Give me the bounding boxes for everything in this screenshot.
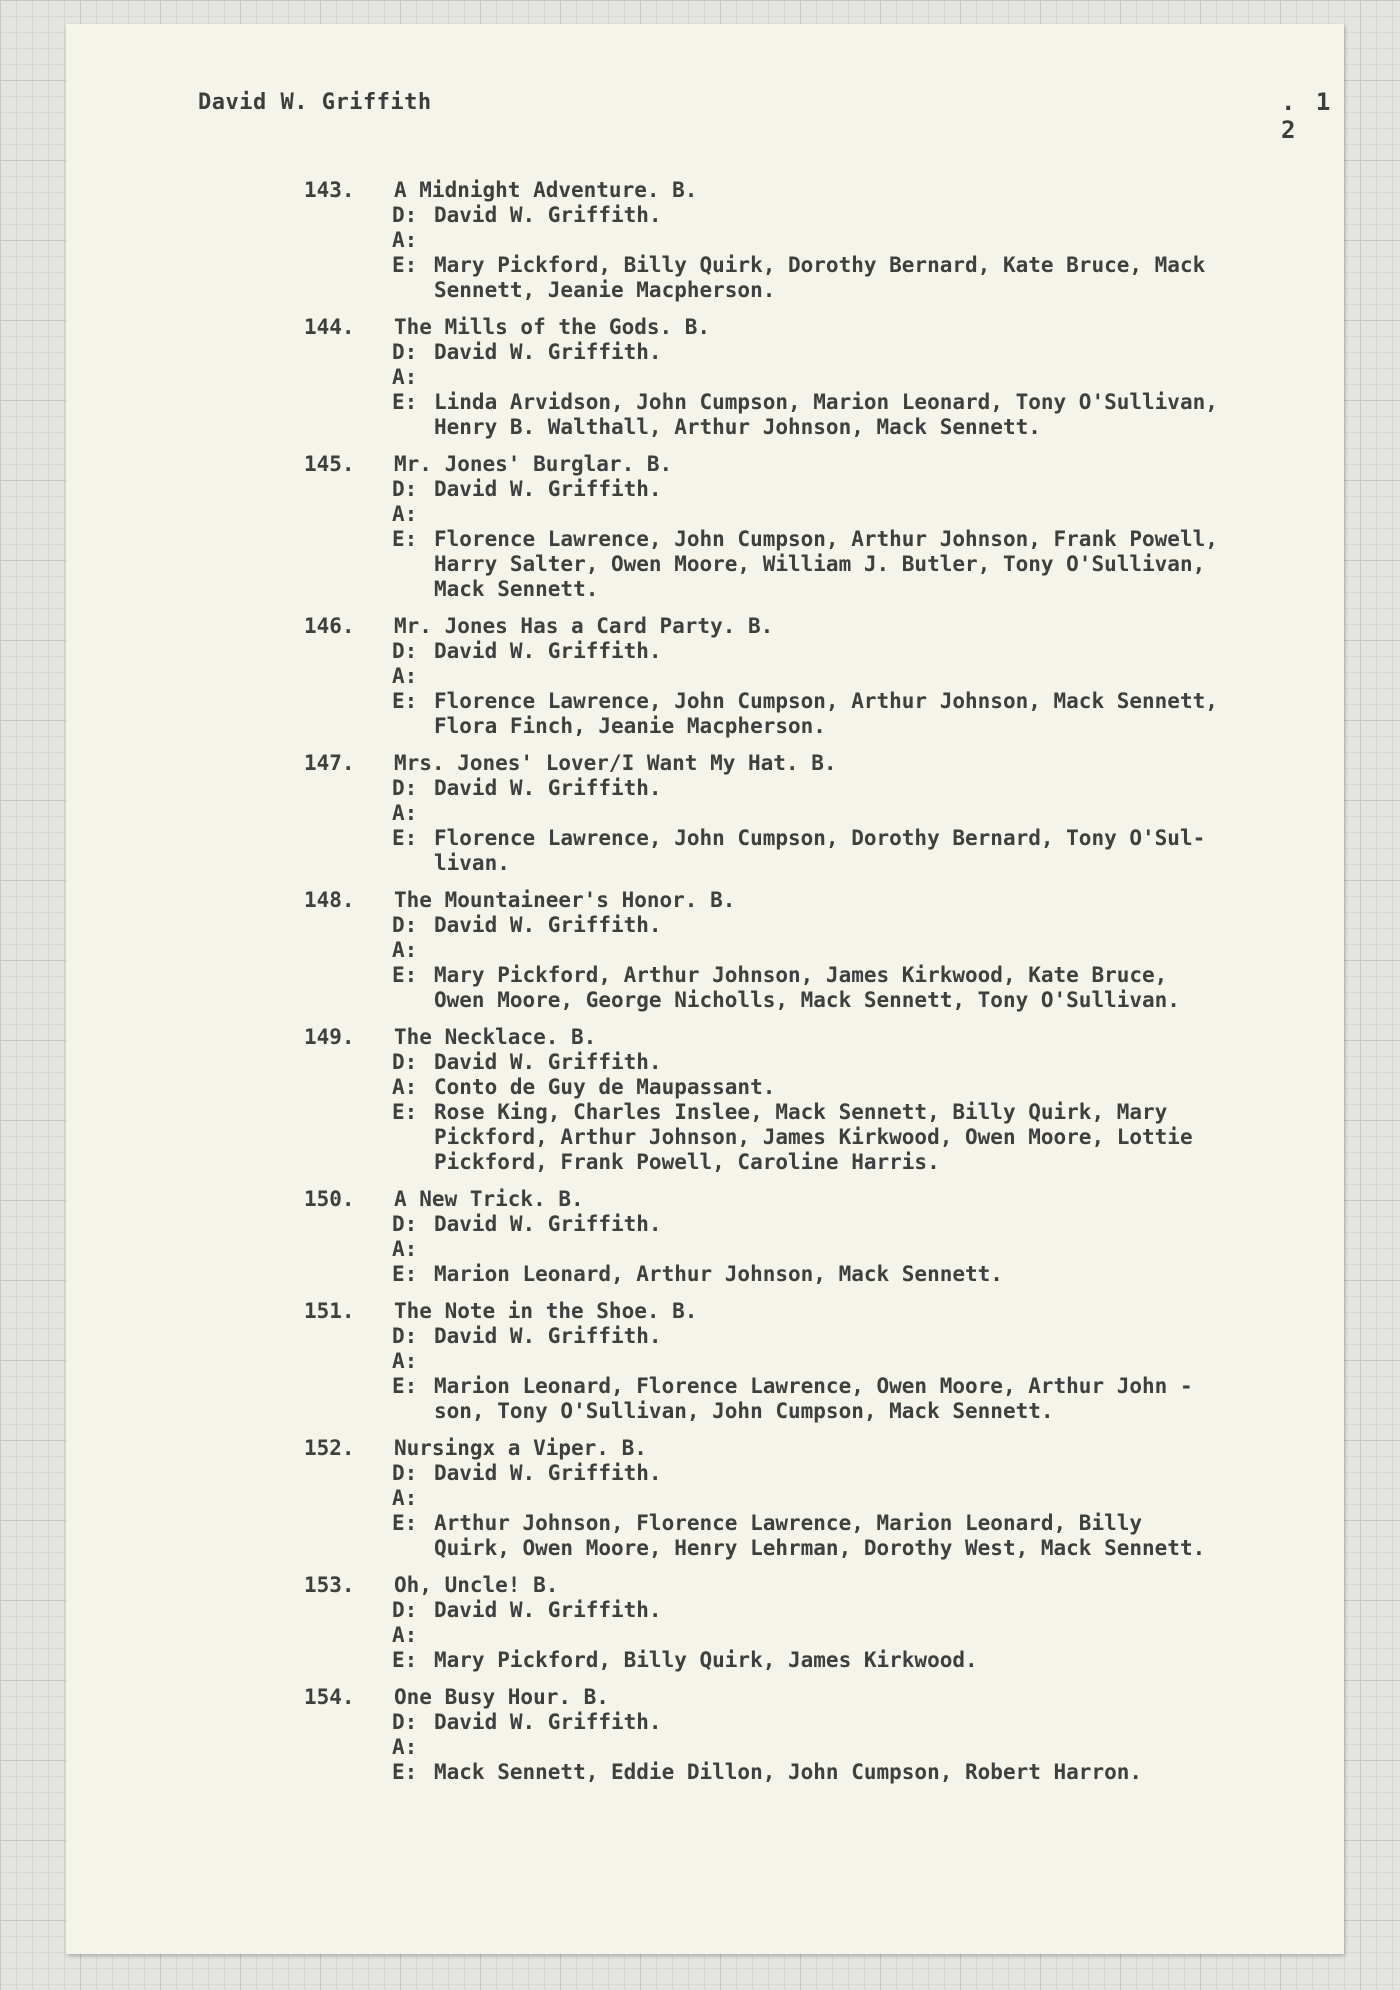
cast-line [392,1262,1384,1287]
entry-title-line [304,1299,1384,1324]
entry-title-line [304,1025,1384,1050]
document-page [66,24,1344,1954]
author-line [392,365,1384,390]
cast-value: Florence Lawrence, John Cumpson, Arthur Johnson, Frank Powell, Harry Salter, Owen Moore, William J. Butler, Tony O'Sullivan, Mack Sennett. [434,527,1218,601]
cast-label: E: [392,1100,418,1124]
director-line [392,1461,1384,1486]
director-value: David W. Griffith. [434,913,662,937]
film-entry [304,888,1384,1013]
cast-line [392,527,1384,602]
director-line [392,1324,1384,1349]
author-value [434,1735,1384,1760]
entry-number: 151. [304,1299,355,1323]
author-value [434,502,1384,527]
author-line [392,1237,1384,1262]
entry-title-line [304,1573,1384,1598]
cast-label: E: [392,1648,418,1672]
director-value: David W. Griffith. [434,776,662,800]
director-value: David W. Griffith. [434,1710,662,1734]
entry-number: 148. [304,888,355,912]
entry-title-line [304,1187,1384,1212]
cast-value: Arthur Johnson, Florence Lawrence, Marion Leonard, Billy Quirk, Owen Moore, Henry Lehrman, Dorothy West, Mack Sennett. [434,1511,1206,1560]
cast-line [392,1648,1384,1673]
film-title: The Mountaineer's Honor. B. [394,888,736,912]
author-line [392,938,1384,963]
author-label: A: [392,1623,418,1647]
director-line [392,203,1384,228]
author-value: Conto de Guy de Maupassant. [434,1075,776,1099]
director-label: D: [392,203,418,227]
cast-line [392,1760,1384,1785]
cast-line [392,826,1384,876]
author-value [434,1237,1384,1262]
film-title: A New Trick. B. [394,1187,584,1211]
author-line [392,502,1384,527]
film-title: Oh, Uncle! B. [394,1573,559,1597]
director-label: D: [392,1212,418,1236]
entry-number: 150. [304,1187,355,1211]
director-label: D: [392,1050,418,1074]
entry-title-line [304,178,1384,203]
director-label: D: [392,1461,418,1485]
author-label: A: [392,1237,418,1261]
film-title: Mr. Jones' Burglar. B. [394,452,673,476]
director-value: David W. Griffith. [434,1212,662,1236]
cast-label: E: [392,527,418,551]
author-line [392,801,1384,826]
director-value: David W. Griffith. [434,477,662,501]
film-entry [304,1025,1384,1175]
author-label: A: [392,1735,418,1759]
cast-value: Mary Pickford, Arthur Johnson, James Kirkwood, Kate Bruce, Owen Moore, George Nicholls, Mack Sennett, Tony O'Sullivan. [434,963,1180,1012]
film-entry [304,452,1384,602]
entry-number: 146. [304,614,355,638]
film-entry [304,1685,1384,1785]
entry-number: 149. [304,1025,355,1049]
director-line [392,1212,1384,1237]
entry-number: 143. [304,178,355,202]
director-line [392,1050,1384,1075]
entry-title-line [304,614,1384,639]
entry-number: 145. [304,452,355,476]
cast-label: E: [392,963,418,987]
film-entry [304,1573,1384,1673]
author-value [434,801,1384,826]
cast-value: Linda Arvidson, John Cumpson, Marion Leonard, Tony O'Sullivan, Henry B. Walthall, Arthur Johnson, Mack Sennett. [434,390,1218,439]
film-title: One Busy Hour. B. [394,1685,609,1709]
entry-number: 147. [304,751,355,775]
cast-label: E: [392,1262,418,1286]
author-line [392,1623,1384,1648]
director-line [392,340,1384,365]
cast-line [392,1511,1384,1561]
author-label: A: [392,228,418,252]
cast-value: Mary Pickford, Billy Quirk, Dorothy Bernard, Kate Bruce, Mack Sennett, Jeanie Macpherson. [434,253,1206,302]
director-value: David W. Griffith. [434,340,662,364]
cast-line [392,963,1384,1013]
author-value [434,938,1384,963]
author-value [434,365,1384,390]
author-line [392,1486,1384,1511]
film-entry [304,1187,1384,1287]
film-title: The Note in the Shoe. B. [394,1299,698,1323]
author-value [434,1349,1384,1374]
film-entry [304,614,1384,739]
cast-value: Rose King, Charles Inslee, Mack Sennett, Billy Quirk, Mary Pickford, Arthur Johnson, James Kirkwood, Owen Moore, Lottie Pickford, Frank Powell, Caroline Harris. [434,1100,1193,1174]
author-label: A: [392,664,418,688]
cast-value: Florence Lawrence, John Cumpson, Arthur Johnson, Mack Sennett, Flora Finch, Jeanie Macpherson. [434,689,1218,738]
entry-number: 144. [304,315,355,339]
director-line [392,477,1384,502]
director-line [392,776,1384,801]
entry-title-line [304,888,1384,913]
cast-label: E: [392,826,418,850]
cast-value: Mack Sennett, Eddie Dillon, John Cumpson, Robert Harron. [434,1760,1143,1784]
director-label: D: [392,639,418,663]
running-head: David W. Griffith [198,90,432,115]
filmography-list [304,178,1384,1797]
entry-title-line [304,751,1384,776]
author-line [392,1735,1384,1760]
director-value: David W. Griffith. [434,1324,662,1348]
film-title: The Mills of the Gods. B. [394,315,711,339]
author-value [434,228,1384,253]
cast-label: E: [392,1511,418,1535]
author-line [392,1349,1384,1374]
director-label: D: [392,913,418,937]
entry-title-line [304,315,1384,340]
director-label: D: [392,1324,418,1348]
author-value [434,1623,1384,1648]
page-number: . 1 2 [1281,88,1334,144]
cast-line [392,1100,1384,1175]
director-label: D: [392,340,418,364]
cast-line [392,390,1384,440]
cast-label: E: [392,1760,418,1784]
cast-value: Mary Pickford, Billy Quirk, James Kirkwood. [434,1648,978,1672]
director-label: D: [392,1598,418,1622]
film-title: Nursingx a Viper. B. [394,1436,647,1460]
film-entry [304,178,1384,303]
cast-label: E: [392,689,418,713]
cast-label: E: [392,1374,418,1398]
director-value: David W. Griffith. [434,1461,662,1485]
film-entry [304,1436,1384,1561]
director-value: David W. Griffith. [434,203,662,227]
director-value: David W. Griffith. [434,1598,662,1622]
cast-label: E: [392,253,418,277]
director-line [392,639,1384,664]
entry-title-line [304,452,1384,477]
cast-value: Florence Lawrence, John Cumpson, Dorothy Bernard, Tony O'Sul- livan. [434,826,1206,875]
director-line [392,913,1384,938]
author-line [392,228,1384,253]
author-line [392,664,1384,689]
entry-title-line [304,1685,1384,1710]
author-label: A: [392,502,418,526]
author-value [434,664,1384,689]
author-label: A: [392,801,418,825]
film-title: A Midnight Adventure. B. [394,178,698,202]
film-entry [304,315,1384,440]
director-label: D: [392,776,418,800]
film-entry [304,751,1384,876]
cast-line [392,1374,1384,1424]
film-entry [304,1299,1384,1424]
cast-value: Marion Leonard, Arthur Johnson, Mack Sennett. [434,1262,1003,1286]
author-label: A: [392,1486,418,1510]
entry-title-line [304,1436,1384,1461]
film-title: The Necklace. B. [394,1025,597,1049]
director-label: D: [392,477,418,501]
cast-label: E: [392,390,418,414]
director-value: David W. Griffith. [434,639,662,663]
author-label: A: [392,1075,418,1099]
director-line [392,1710,1384,1735]
author-value [434,1486,1384,1511]
entry-number: 153. [304,1573,355,1597]
director-value: David W. Griffith. [434,1050,662,1074]
author-label: A: [392,1349,418,1373]
cast-line [392,689,1384,739]
entry-number: 154. [304,1685,355,1709]
author-line [392,1075,1384,1100]
cast-value: Marion Leonard, Florence Lawrence, Owen Moore, Arthur John - son, Tony O'Sullivan, John Cumpson, Mack Sennett. [434,1374,1193,1423]
film-title: Mrs. Jones' Lover/I Want My Hat. B. [394,751,837,775]
author-label: A: [392,365,418,389]
author-label: A: [392,938,418,962]
cast-line [392,253,1384,303]
entry-number: 152. [304,1436,355,1460]
director-label: D: [392,1710,418,1734]
director-line [392,1598,1384,1623]
film-title: Mr. Jones Has a Card Party. B. [394,614,774,638]
